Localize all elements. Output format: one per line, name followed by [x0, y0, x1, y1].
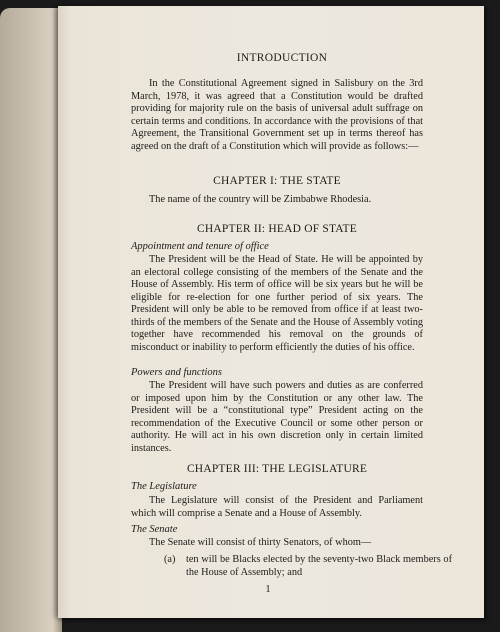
chapter-1-text: The name of the country will be Zimbabwe Rhodesia. — [149, 194, 372, 205]
section-text-legislature: The Legislature will consist of the President and Parliament which will comprise a Senate and a House of Assembly. — [131, 495, 423, 519]
document-page — [58, 6, 484, 618]
section-text-appointment: The President will be the Head of State. He will be appointed by an electoral college consisting of the members of the Senate and the House of Assembly. His term of office will be six years but he will be eligible for re-election for one further period of six years. The President will only be able to be removed from office if at least two-thirds of the members of the Senate and the House of Assembly voting together have recommended his removal on the grounds of misconduct or inability to perform efficiently the duties of his office. — [131, 254, 423, 353]
list-item-text: ten will be Blacks elected by the seventy-two Black members of the House of Assembly; and — [186, 554, 452, 578]
section-heading-powers: Powers and functions — [131, 367, 222, 378]
intro-paragraph: In the Constitutional Agreement signed in Salisbury on the 3rd March, 1978, it was agreed that a Constitution would be drafted providing for majority rule on the basis of universal adult suffrage on certain terms and conditions. In accordance with the provisions of that Agreement, the Transitional Government set up in terms thereof has agreed on the draft of a Constitution which will provide as follows:— — [131, 78, 423, 152]
list-item — [164, 554, 454, 580]
section-text-senate: The Senate will consist of thirty Senators, of whom— — [149, 537, 372, 548]
chapter-2-heading: CHAPTER II: HEAD OF STATE — [197, 223, 357, 235]
section-text-powers: The President will have such powers and duties as are conferred or imposed upon him by the Constitution or any other law. The President will be a “constitutional type” President acting on the recommendation of the Executive Council or some other person or authority. He will act in his own discretion only in certain limited instances. — [131, 380, 423, 454]
section-heading-appointment: Appointment and tenure of office — [131, 241, 269, 252]
section-heading-senate: The Senate — [131, 524, 178, 535]
list-item-marker: (a) — [164, 554, 176, 565]
page-number: 1 — [265, 584, 271, 595]
page-title: INTRODUCTION — [236, 52, 328, 64]
chapter-3-heading: CHAPTER III: THE LEGISLATURE — [186, 463, 368, 475]
chapter-1-heading: CHAPTER I: THE STATE — [213, 175, 341, 187]
booklet-cover-edge — [0, 8, 62, 632]
section-heading-legislature: The Legislature — [131, 481, 197, 492]
